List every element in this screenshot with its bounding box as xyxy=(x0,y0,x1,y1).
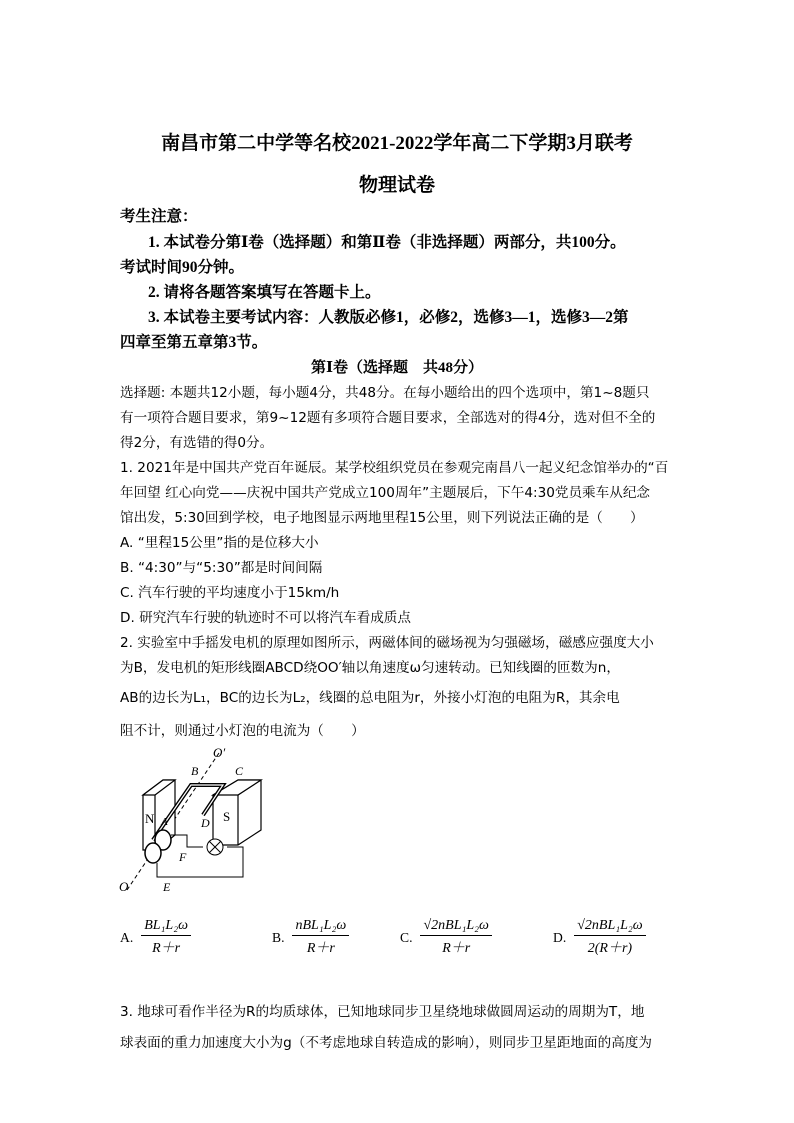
q2-option-d-denominator: 2(R＋r) xyxy=(587,941,633,956)
section-1-instruction-2: 有一项符合题目要求，第9~12题有多项符合题目要求，全部选对的得4分，选对但不全的 xyxy=(120,410,656,426)
q2-option-c-label: C. xyxy=(400,929,413,945)
q2-option-a-label: A. xyxy=(120,929,134,945)
q2-option-d-numerator: √2nBL₁L₂ω xyxy=(574,918,645,936)
q2-option-d xyxy=(553,918,646,957)
exam-subtitle: 物理试卷 xyxy=(358,175,435,196)
q2-option-c-fraction xyxy=(420,918,491,957)
section-1-instruction-3: 得2分，有选错的得0分。 xyxy=(120,435,274,451)
label-n: N xyxy=(145,811,155,826)
q2-option-b-denominator: R＋r xyxy=(306,941,335,956)
label-c: C xyxy=(235,764,244,778)
exam-title: 南昌市第二中学等名校2021-2022学年高二下学期3月联考 xyxy=(161,133,633,154)
notice-item-2: 2. 请将各题答案填写在答题卡上。 xyxy=(148,284,381,301)
q2-line-3: AB的边长为L₁，BC的边长为L₂，线圈的总电阻为r，外接小灯泡的电阻为R，其余电 xyxy=(120,690,620,706)
q3-line-2: 球表面的重力加速度大小为g（不考虑地球自转造成的影响），则同步卫星距地面的高度为 xyxy=(120,1035,652,1051)
q2-option-b-label: B. xyxy=(272,929,285,945)
notice-item-3a: 3. 本试卷主要考试内容：人教版必修1，必修2，选修3—1，选修3—2第 xyxy=(148,309,629,326)
q2-option-a-fraction xyxy=(141,918,191,957)
q2-option-b-fraction xyxy=(292,918,349,957)
notice-item-3b: 四章至第五章第3节。 xyxy=(120,334,268,351)
label-b: B xyxy=(191,764,199,778)
q1-option-d: D. 研究汽车行驶的轨迹时不可以将汽车看成质点 xyxy=(120,610,411,626)
q2-option-c-numerator: √2nBL₁L₂ω xyxy=(420,918,491,936)
label-o: O xyxy=(119,879,129,894)
q2-option-a xyxy=(120,918,191,957)
q3-line-1: 3. 地球可看作半径为R的均质球体，已知地球同步卫星绕地球做圆周运动的周期为T，地 xyxy=(120,1004,645,1020)
section-1-instruction-1: 选择题: 本题共12小题，每小题4分，共48分。在每小题给出的四个选项中，第1~8题只 xyxy=(120,385,650,401)
label-d: D xyxy=(201,816,210,830)
q1-line-1: 1. 2021年是中国共产党百年诞辰。某学校组织党员在参观完南昌八一起义纪念馆举办的“百 xyxy=(120,460,669,476)
q2-line-2: 为B，发电机的矩形线圈ABCD绕OO′轴以角速度ω匀速转动。已知线圈的匝数为n， xyxy=(120,660,620,676)
bulb-icon xyxy=(207,839,223,855)
notice-item-1a: 1. 本试卷分第Ⅰ卷（选择题）和第Ⅱ卷（非选择题）两部分，共100分。 xyxy=(148,234,626,251)
label-e: E xyxy=(163,880,171,894)
notice-heading: 考生注意： xyxy=(120,208,198,225)
notice-item-1b: 考试时间90分钟。 xyxy=(120,259,245,276)
q2-option-c xyxy=(400,918,492,957)
q2-option-a-denominator: R＋r xyxy=(152,941,181,956)
slip-ring-2 xyxy=(145,843,161,863)
q1-option-b: B. “4:30”与“5:30”都是时间间隔 xyxy=(120,560,323,576)
section-1-heading: 第Ⅰ卷（选择题 共48分） xyxy=(310,360,484,376)
q2-option-d-fraction xyxy=(574,918,645,957)
label-s: S xyxy=(223,809,231,824)
q1-line-2: 年回望 红心向党——庆祝中国共产党成立100周年”主题展后，下午4:30党员乘车从纪念 xyxy=(120,485,651,501)
label-f: F xyxy=(179,850,187,864)
q2-line-1: 2. 实验室中手摇发电机的原理如图所示，两磁体间的磁场视为匀强磁场，磁感应强度大小 xyxy=(120,635,654,651)
generator-figure xyxy=(113,745,283,895)
q2-option-b-numerator: nBL₁L₂ω xyxy=(292,918,349,936)
q1-option-c: C. 汽车行驶的平均速度小于15km/h xyxy=(120,585,340,601)
q2-line-4: 阻不计，则通过小灯泡的电流为（ ） xyxy=(120,723,365,739)
q1-line-3: 馆出发，5:30回到学校，电子地图显示两地里程15公里，则下列说法正确的是（ ） xyxy=(120,510,644,526)
q2-option-d-label: D. xyxy=(553,929,567,945)
q2-option-c-denominator: R＋r xyxy=(442,941,471,956)
label-o-prime: O′ xyxy=(213,745,226,760)
label-a: A xyxy=(161,816,168,828)
q1-option-a: A. “里程15公里”指的是位移大小 xyxy=(120,535,319,551)
q2-option-b xyxy=(272,918,349,957)
q2-option-a-numerator: BL₁L₂ω xyxy=(141,918,191,936)
